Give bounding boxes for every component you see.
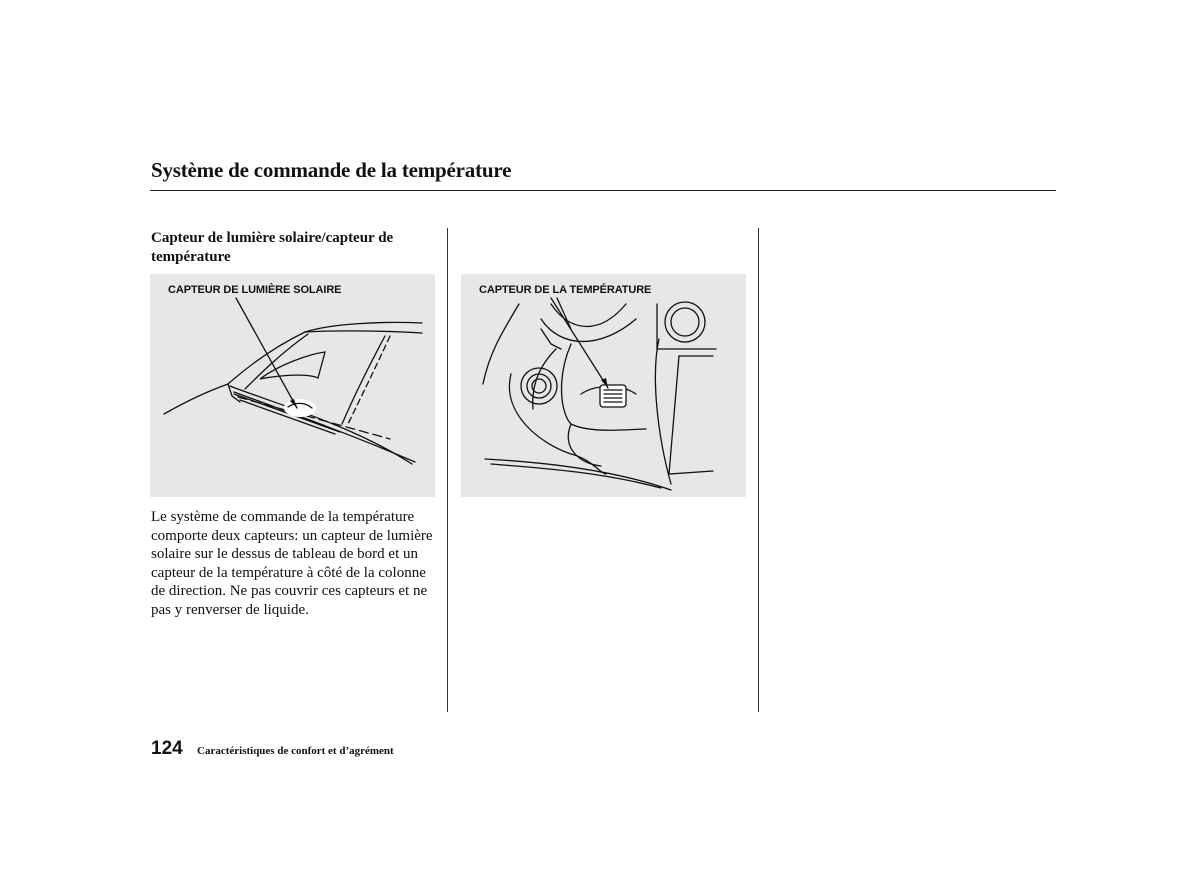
sun-sensor-figure: [150, 274, 435, 497]
section-heading: Capteur de lumière solaire/capteur de température: [151, 230, 394, 265]
temperature-sensor-figure: [461, 274, 746, 497]
page-number: 124: [151, 738, 183, 759]
sun-sensor-label: CAPTEUR DE LUMIÈRE SOLAIRE: [168, 284, 342, 296]
steering-column-illustration: [461, 274, 746, 497]
section-body-text: Le système de commande de la température comporte deux capteurs: un capteur de lumière solaire sur le dessus de tableau de bord et un capteur de la température à côté de la colonne de direction. Ne pas couvrir ces capteurs et ne pas y renverser de liquide.: [151, 509, 433, 618]
title-divider: [150, 190, 1056, 191]
footer-section-name: Caractéristiques de confort et d’agrément: [197, 745, 394, 757]
page-title: Système de commande de la température: [151, 158, 512, 182]
column-divider-right: [758, 228, 759, 712]
column-divider-left: [447, 228, 448, 712]
dashboard-windshield-illustration: [150, 274, 435, 497]
temperature-sensor-label: CAPTEUR DE LA TEMPÉRATURE: [479, 284, 652, 296]
